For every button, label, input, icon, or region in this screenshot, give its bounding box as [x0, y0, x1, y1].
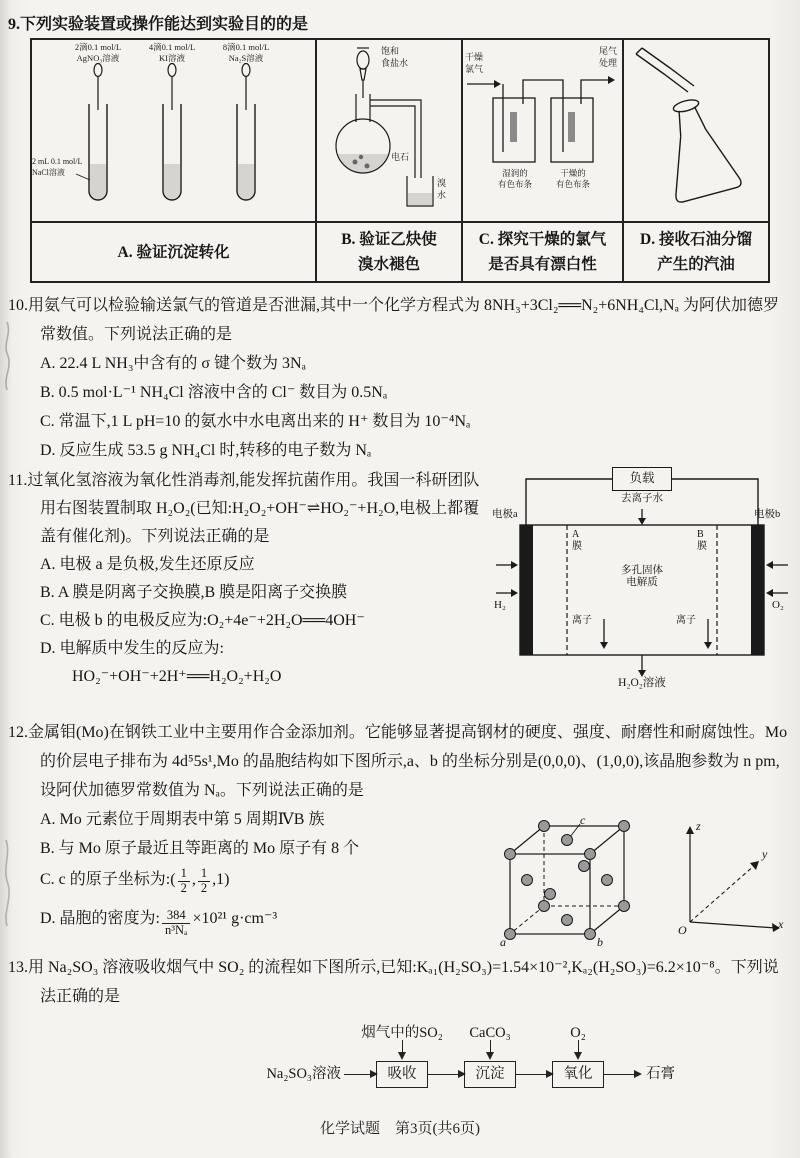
q10-option-a: A. 22.4 L NH₃中含有的 σ 键个数为 3Nₐ	[40, 355, 306, 372]
conical-flask-drawing	[624, 40, 768, 221]
reagent-label-1: 2滴0.1 mol/L AgNO₃溶液	[74, 42, 122, 63]
q11-option-a: A. 电极 a 是负极,发生还原反应	[40, 556, 255, 573]
q10-option-b: B. 0.5 mol·L⁻¹ NH₄Cl 溶液中含的 Cl⁻ 数目为 0.5Nₐ	[40, 384, 388, 401]
arrow-right-2	[428, 1074, 464, 1075]
deionized-water-label: 去离子水	[621, 493, 663, 504]
q9-stem: 9.下列实验装置或操作能达到实验目的的是	[8, 16, 309, 33]
unit-cell-drawing	[498, 810, 658, 950]
o2-input-label: O₂	[570, 1025, 586, 1041]
y-axis-label: y	[762, 847, 768, 861]
flue-gas-input-label: 烟气中的SO₂	[361, 1025, 443, 1041]
precipitate-box: 沉淀	[464, 1061, 516, 1088]
q11-cell-diagram	[492, 467, 792, 702]
oxidize-box: 氧化	[552, 1061, 604, 1088]
q11-option-c: C. 电极 b 的电极反应为:O₂+4e⁻+2H₂O══4OH⁻	[40, 612, 365, 629]
atom-b-label: b	[597, 935, 603, 949]
unit-cell-svg	[498, 810, 658, 950]
atom-a-label: a	[500, 935, 506, 949]
q12-option-b: B. 与 Mo 原子最近且等距离的 Mo 原子有 8 个	[40, 840, 360, 857]
axes-drawing	[678, 818, 790, 944]
carbide-label: 电石	[391, 152, 410, 162]
q12-section	[8, 718, 792, 949]
q9-apparatus-b	[315, 40, 461, 221]
reagent-label-3: 8滴0.1 mol/L Na₂S溶液	[222, 42, 270, 63]
q9-caption-a: A. 验证沉淀转化	[32, 221, 315, 281]
q9-apparatus-c	[461, 40, 622, 221]
arrow-right-3	[516, 1074, 552, 1075]
axes-svg	[678, 818, 790, 944]
q9-apparatus-d	[622, 40, 768, 221]
ion-left-label: 离子	[572, 615, 592, 626]
q11-stem: 11.过氧化氢溶液为氧化性消毒剂,能发挥抗菌作用。我国一科研团队用右图装置制取 H₂O₂(已知:H₂O₂+OH⁻⇌HO₂⁻+H₂O,电极上都覆盖有催化剂)。下列说法正确的是	[8, 472, 480, 545]
q9-apparatus-table	[30, 38, 770, 283]
q11-option-d: D. 电解质中发生的反应为:	[40, 640, 225, 657]
test-tubes-drawing	[32, 40, 315, 221]
tail-gas-label: 尾气 处理	[599, 46, 618, 68]
load-box: 负载	[612, 467, 672, 491]
bromine-water-label: 溴水	[437, 178, 447, 200]
saturated-brine-label: 饱和 食盐水	[381, 46, 409, 68]
absorb-box: 吸收	[376, 1061, 428, 1088]
q10-option-d: D. 反应生成 53.5 g NH₄Cl 时,转移的电子数为 Nₐ	[40, 442, 372, 459]
origin-label: O	[678, 923, 687, 937]
dry-chlorine-label: 干燥 氯气	[465, 52, 484, 74]
membrane-b-label: B膜	[697, 529, 707, 552]
page-footer: 化学试题 第3页(共6页)	[320, 1121, 480, 1137]
electrolyte-label: 多孔固体 电解质	[621, 565, 663, 588]
arrow-down-1	[402, 1040, 403, 1058]
q9-caption-b: B. 验证乙炔使 溴水褪色	[315, 221, 461, 281]
q11-option-d-formula: HO₂⁻+OH⁻+2H⁺══H₂O₂+H₂O	[72, 668, 282, 685]
ion-right-label: 离子	[676, 615, 696, 626]
arrow-right-4	[604, 1074, 640, 1075]
z-axis-label: z	[696, 819, 701, 833]
q12-crystal-diagram	[498, 810, 792, 960]
q9-section	[8, 10, 792, 39]
caco3-input-label: CaCO₃	[469, 1025, 511, 1041]
q11-section	[8, 467, 792, 691]
membrane-a-label: A膜	[572, 529, 582, 552]
o2-label: O₂	[772, 599, 784, 611]
q10-stem: 10.用氨气可以检验输送氯气的管道是否泄漏,其中一个化学方程式为 8NH₃+3Cl₂══N₂+6NH₄Cl,Nₐ 为阿伏加德罗常数值。下列说法正确的是	[8, 297, 779, 343]
q12-stem: 12.金属钼(Mo)在钢铁工业中主要用作合金添加剂。它能够显著提高钢材的硬度、强度、耐磨性和耐腐蚀性。Mo 的价层电子排布为 4d⁵5s¹,Mo 的晶胞结构如下图所示,a、b 的坐标分别是(0,0,0)、(1,0,0),该晶胞参数为 n pm,设阿伏加德罗常数值为 Nₐ。下列说法正确的是	[8, 724, 788, 799]
arrow-down-2	[490, 1040, 491, 1058]
reagent-label-2: 4滴0.1 mol/L KI溶液	[148, 42, 196, 63]
wet-strip-label: 湿润的 有色布条	[497, 168, 532, 189]
dry-strip-label: 干燥的 有色布条	[555, 168, 590, 189]
q12-option-d: D. 晶胞的密度为: $\frac{384}{\text{n³Nₐ}}$ ×10²¹ g·cm⁻³	[40, 908, 278, 937]
q13-flow-diagram	[8, 1015, 792, 1110]
q12-option-a: A. Mo 元素位于周期表中第 5 周期ⅣB 族	[40, 811, 325, 828]
q13-section	[8, 953, 792, 1110]
q10-section	[8, 291, 792, 465]
h2o2-solution-label: H₂O₂溶液	[618, 677, 666, 689]
arrow-right-1	[344, 1074, 376, 1075]
q9-caption-c: C. 探究干燥的氯气 是否具有漂白性	[461, 221, 622, 281]
na2so3-solution-label: Na₂SO₃溶液	[266, 1066, 341, 1082]
q12-option-c: C. c 的原子坐标为:( $\frac{1}{2}$ , $\frac{1}{2}$ ,1)	[40, 866, 230, 895]
h2-label: H₂	[494, 599, 506, 611]
gypsum-label: 石膏	[646, 1066, 675, 1082]
q11-option-b: B. A 膜是阴离子交换膜,B 膜是阳离子交换膜	[40, 584, 348, 601]
q9-caption-d: D. 接收石油分馏 产生的汽油	[622, 221, 768, 281]
q10-option-c: C. 常温下,1 L pH=10 的氨水中水电离出来的 H⁺ 数目为 10⁻⁴Nₐ	[40, 413, 471, 430]
arrow-down-3	[578, 1040, 579, 1058]
electrode-b-label: 电极b	[754, 509, 781, 520]
electrode-a-label: 电极a	[492, 509, 518, 520]
atom-c-label: c	[580, 813, 586, 827]
x-axis-label: x	[778, 917, 784, 931]
q13-stem: 13.用 Na₂SO₃ 溶液吸收烟气中 SO₂ 的流程如下图所示,已知:Kₐ₁(H₂SO₃)=1.54×10⁻²,Kₐ₂(H₂SO₃)=6.2×10⁻⁸。下列说法正确的是	[8, 959, 779, 1005]
reagent-label-4: 2 mL 0.1 mol/L NaCl溶液	[32, 157, 83, 177]
q9-apparatus-a	[32, 40, 315, 221]
